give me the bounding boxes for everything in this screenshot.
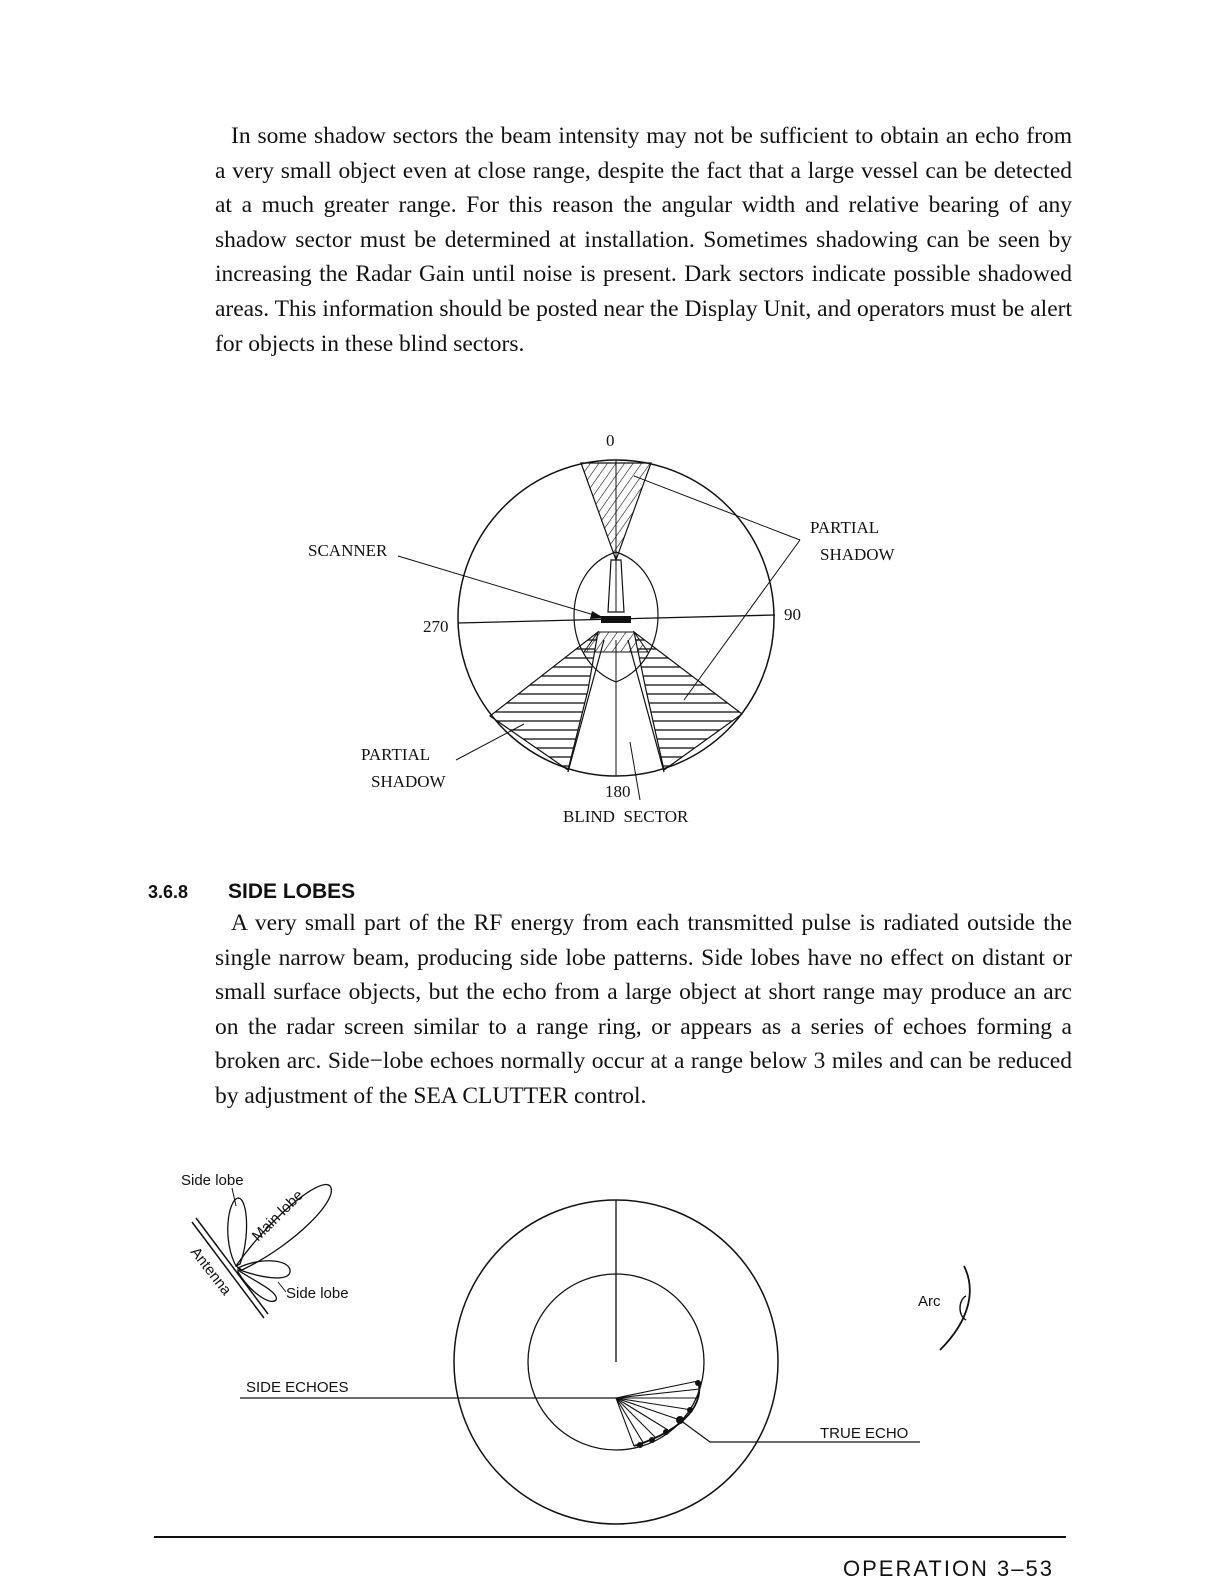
partial-shadow-left-label-1: PARTIAL	[361, 745, 431, 764]
scanner-label: SCANNER	[308, 541, 388, 560]
partial-shadow-leader-left	[456, 724, 524, 760]
page-footer: OPERATION 3–53	[843, 1556, 1054, 1581]
scanner-arrowhead	[590, 611, 604, 619]
scanner-leader	[398, 556, 604, 618]
side-lobe-bottom-leader	[278, 1282, 286, 1292]
body-paragraph-side-lobes: A very small part of the RF energy from each transmitted pulse is radiated outside the single narrow beam, producing side lobe patterns. Side lobes have no effect on distant or small surface objects, but the echo from a large object at short range may produce an arc on the radar screen similar to a range ring, or appears as a series of echoes forming a broken arc. Side−lobe echoes normally occur at a range below 3 miles and can be reduced by adjustment of the SEA CLUTTER control.	[215, 910, 1072, 1109]
bearing-0-label: 0	[606, 431, 615, 450]
blind-sector-leader	[630, 742, 640, 800]
body-paragraph-shadow: In some shadow sectors the beam intensity may not be sufficient to obtain an echo from a very small object even at close range, despite the fact that a large vessel can be detected at a much greater range. For this reason the angular width and relative bearing of any shadow sector must be determined at installation. Sometimes shadowing can be seen by increasing the Radar Gain until noise is present. Dark sectors indicate possible shadowed areas. This information should be posted near the Display Unit, and operators must be alert for objects in these blind sectors.	[215, 123, 1072, 357]
partial-shadow-right-label-2: SHADOW	[820, 545, 895, 564]
right-partial-shadow-wedge	[634, 632, 742, 770]
side-echoes-label: SIDE ECHOES	[246, 1379, 349, 1396]
section-title: SIDE LOBES	[228, 880, 356, 903]
side-lobe-diagram	[181, 1172, 970, 1524]
arc-echo-blob	[960, 1296, 966, 1320]
main-lobe-label: Main lobe	[248, 1186, 307, 1245]
antenna-label: Antenna	[186, 1243, 235, 1299]
partial-shadow-leader-top	[634, 476, 800, 540]
arc-shape	[940, 1266, 970, 1350]
partial-shadow-leader-right	[684, 540, 800, 700]
section-heading	[148, 880, 355, 904]
bearing-180-label: 180	[605, 782, 631, 801]
arc-label: Arc	[918, 1293, 941, 1310]
shadow-sector-diagram	[308, 431, 896, 826]
bearing-270-label: 270	[423, 617, 449, 636]
footer-rule	[154, 1536, 1066, 1538]
partial-shadow-left-label-2: SHADOW	[371, 772, 446, 791]
true-echo-label: TRUE ECHO	[820, 1425, 909, 1442]
blind-sector-label: BLIND SECTOR	[563, 807, 689, 826]
partial-shadow-right-label-1: PARTIAL	[810, 518, 880, 537]
side-lobe-bottom-label: Side lobe	[286, 1285, 349, 1302]
bearing-90-label: 90	[784, 605, 801, 624]
left-partial-shadow-wedge	[490, 632, 598, 770]
side-lobe-top-label: Side lobe	[181, 1172, 244, 1189]
section-number: 3.6.8	[148, 882, 189, 902]
